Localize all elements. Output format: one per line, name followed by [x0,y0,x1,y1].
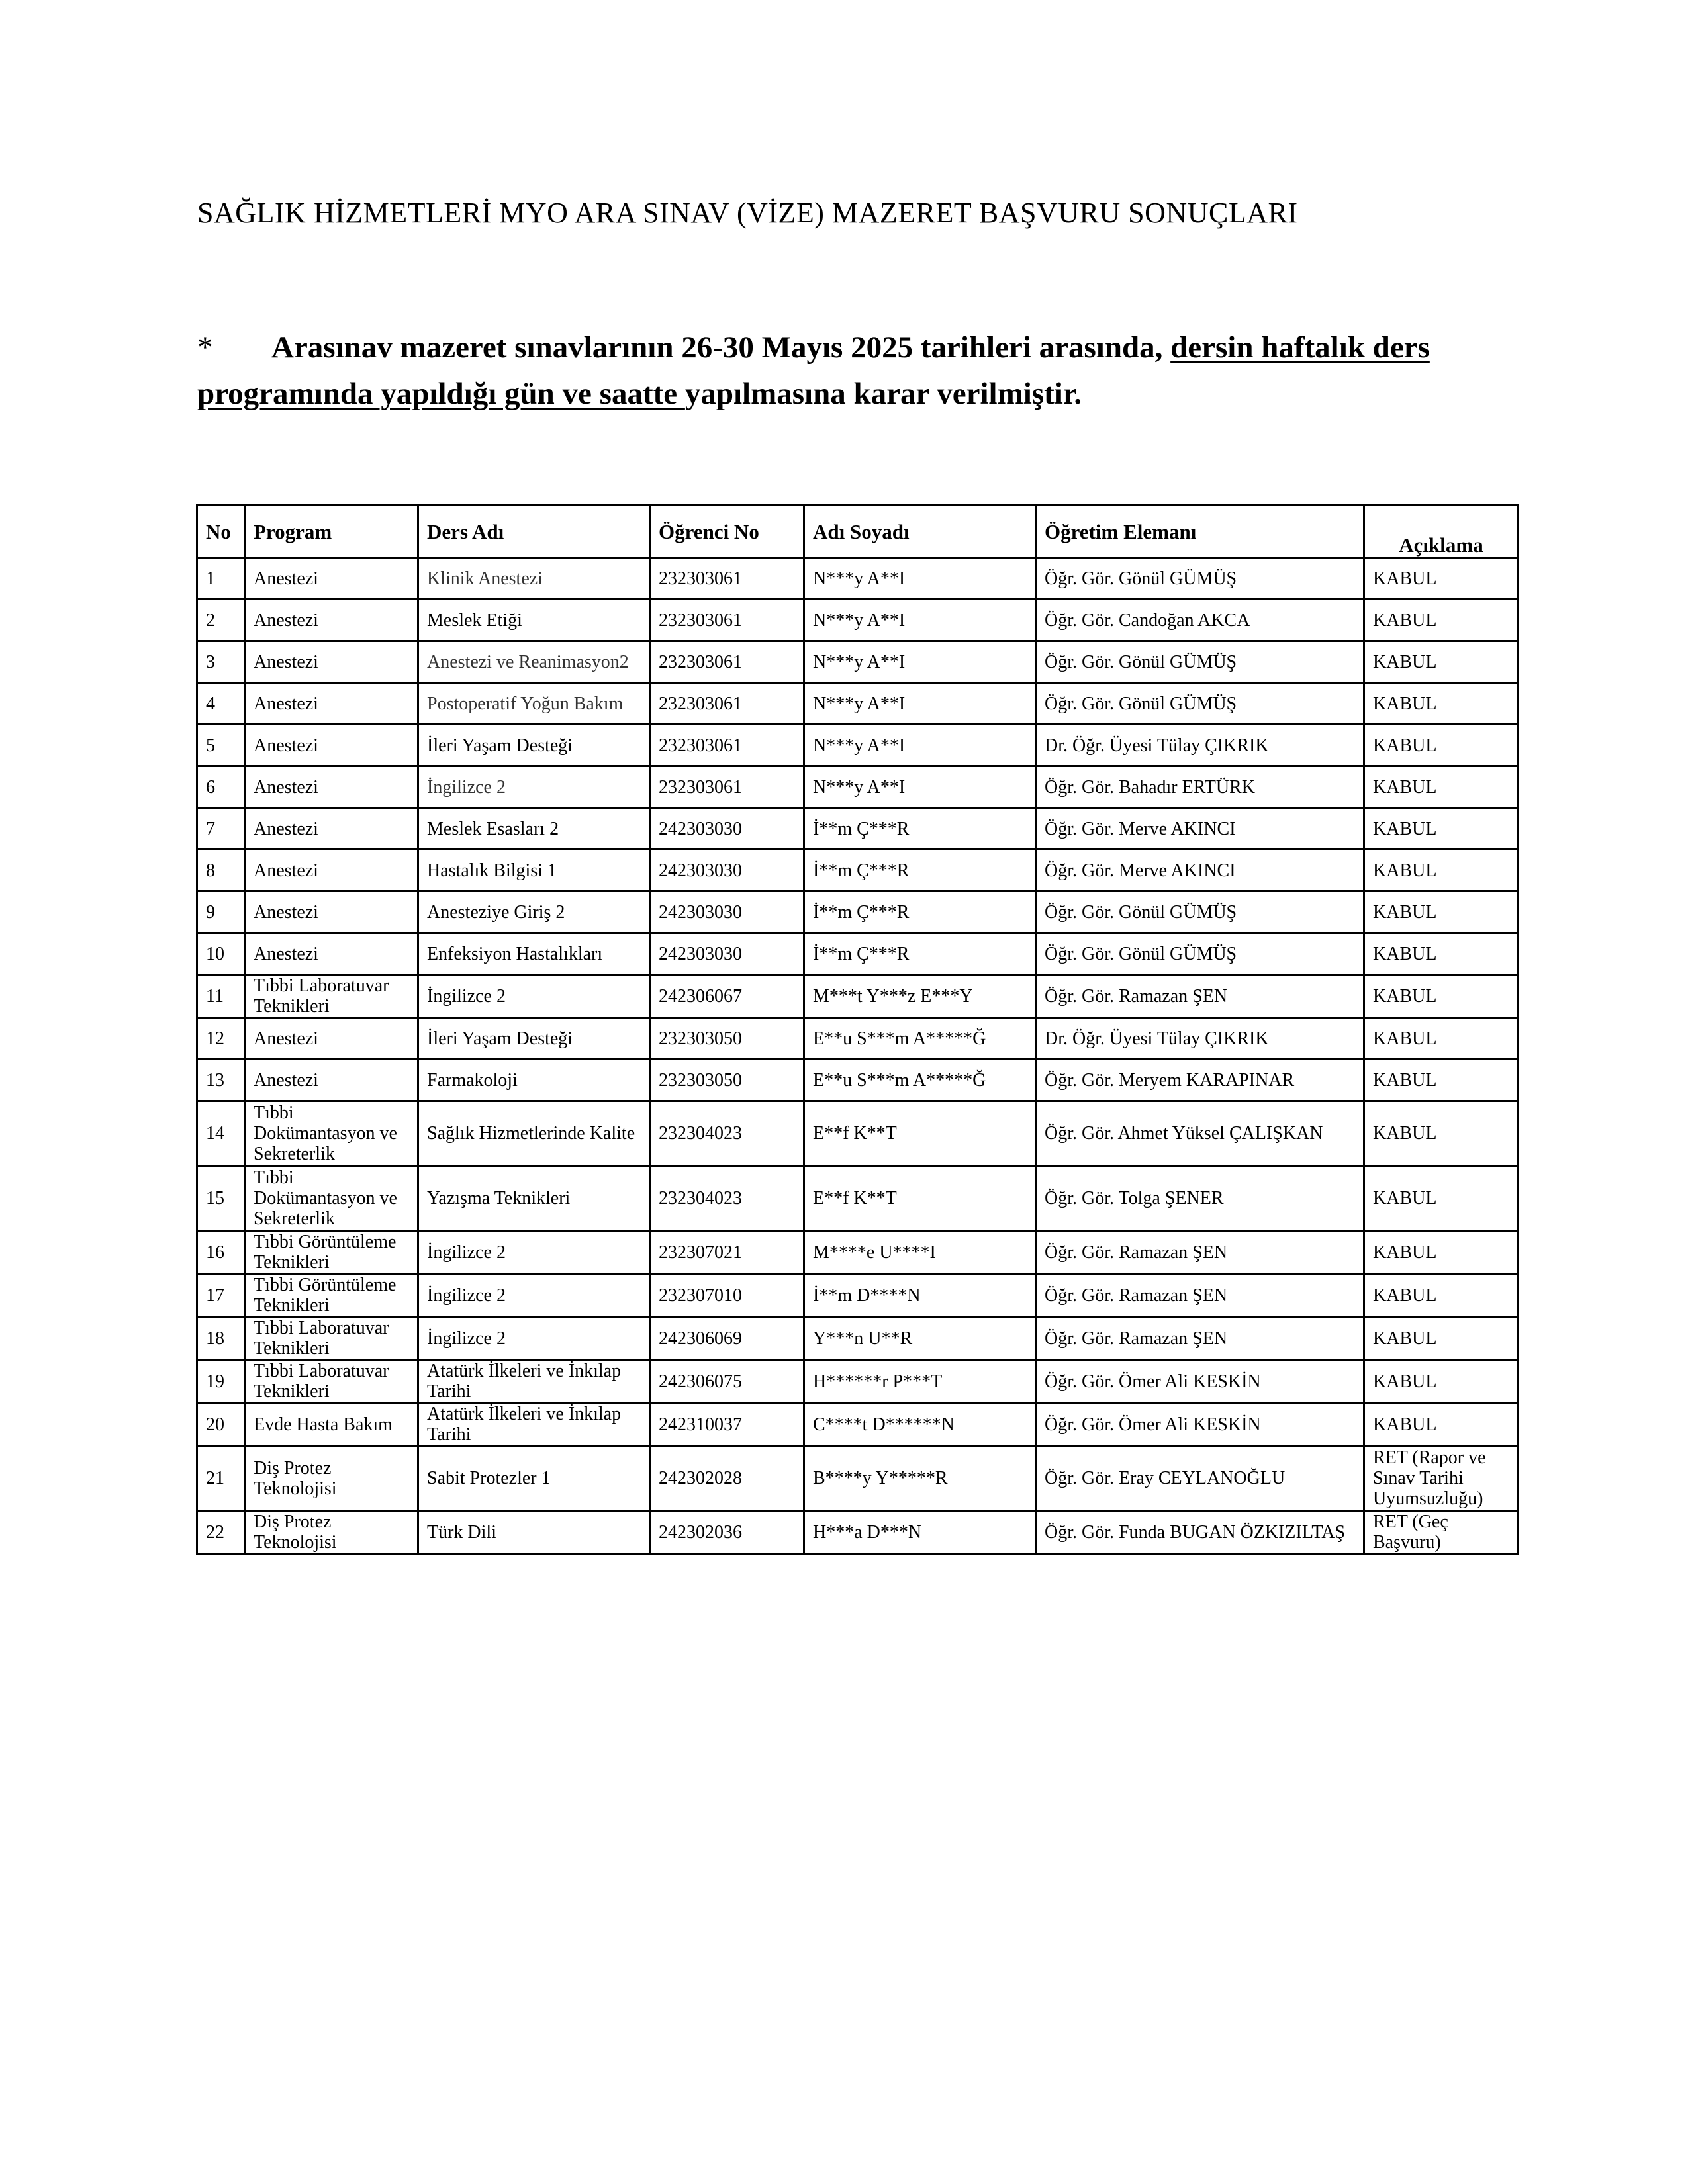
header-ogrenci-no: Öğrenci No [650,506,804,558]
cell-ders-adi: Anesteziye Giriş 2 [418,891,650,933]
cell-aciklama: KABUL [1364,558,1519,600]
table-row [197,1446,1519,1511]
cell-adi-soyadi: N***y A**I [804,641,1036,683]
table-row [197,1231,1519,1274]
cell-ogrenci-no: 232303061 [650,600,804,641]
cell-ogrenci-no: 242303030 [650,850,804,891]
cell-no: 17 [197,1274,245,1317]
cell-adi-soyadi: N***y A**I [804,683,1036,725]
note-text-after: yapılmasına karar verilmiştir. [684,377,1082,411]
table-row [197,1511,1519,1554]
cell-ders-adi: İngilizce 2 [418,766,650,808]
cell-program: Anestezi [245,558,418,600]
cell-aciklama: KABUL [1364,1317,1519,1360]
cell-aciklama: RET (Rapor ve Sınav Tarihi Uyumsuzluğu) [1364,1446,1519,1511]
cell-ogretim-elemani: Öğr. Gör. Meryem KARAPINAR [1036,1060,1364,1101]
header-adi-soyadi: Adı Soyadı [804,506,1036,558]
cell-program: Tıbbi Laboratuvar Teknikleri [245,1360,418,1403]
cell-adi-soyadi: İ**m Ç***R [804,808,1036,850]
cell-no: 21 [197,1446,245,1511]
cell-ogretim-elemani: Dr. Öğr. Üyesi Tülay ÇIKRIK [1036,725,1364,766]
cell-ogretim-elemani: Öğr. Gör. Gönül GÜMÜŞ [1036,891,1364,933]
cell-ders-adi: Enfeksiyon Hastalıkları [418,933,650,975]
page-title: SAĞLIK HİZMETLERİ MYO ARA SINAV (VİZE) MAZERET BAŞVURU SONUÇLARI [197,197,1298,229]
cell-adi-soyadi: H***a D***N [804,1511,1036,1554]
cell-adi-soyadi: N***y A**I [804,766,1036,808]
cell-ogrenci-no: 242303030 [650,933,804,975]
cell-program: Anestezi [245,933,418,975]
cell-program: Anestezi [245,891,418,933]
cell-ogrenci-no: 242302028 [650,1446,804,1511]
table-row [197,850,1519,891]
table-row [197,975,1519,1018]
cell-ogretim-elemani: Öğr. Gör. Ramazan ŞEN [1036,1274,1364,1317]
cell-program: Tıbbi Laboratuvar Teknikleri [245,1317,418,1360]
cell-ogretim-elemani: Öğr. Gör. Ahmet Yüksel ÇALIŞKAN [1036,1101,1364,1166]
cell-program: Tıbbi Dokümantasyon ve Sekreterlik [245,1166,418,1231]
table-row [197,933,1519,975]
cell-ogrenci-no: 232307010 [650,1274,804,1317]
cell-no: 9 [197,891,245,933]
cell-ders-adi: Postoperatif Yoğun Bakım [418,683,650,725]
cell-adi-soyadi: İ**m Ç***R [804,933,1036,975]
cell-ogretim-elemani: Öğr. Gör. Ramazan ŞEN [1036,1231,1364,1274]
cell-no: 15 [197,1166,245,1231]
cell-aciklama: KABUL [1364,600,1519,641]
cell-program: Anestezi [245,725,418,766]
cell-ogrenci-no: 232303061 [650,725,804,766]
cell-ogretim-elemani: Öğr. Gör. Ramazan ŞEN [1036,1317,1364,1360]
cell-aciklama: KABUL [1364,725,1519,766]
cell-program: Tıbbi Dokümantasyon ve Sekreterlik [245,1101,418,1166]
cell-ders-adi: Hastalık Bilgisi 1 [418,850,650,891]
cell-ders-adi: Türk Dili [418,1511,650,1554]
cell-no: 7 [197,808,245,850]
cell-ogrenci-no: 242306075 [650,1360,804,1403]
cell-ogretim-elemani: Öğr. Gör. Ramazan ŞEN [1036,975,1364,1018]
cell-ogrenci-no: 232303050 [650,1060,804,1101]
cell-ders-adi: Klinik Anestezi [418,558,650,600]
cell-aciklama: KABUL [1364,1231,1519,1274]
cell-ders-adi: İleri Yaşam Desteği [418,1018,650,1060]
cell-program: Tıbbi Laboratuvar Teknikleri [245,975,418,1018]
cell-no: 22 [197,1511,245,1554]
cell-aciklama: KABUL [1364,1403,1519,1446]
cell-aciklama: KABUL [1364,766,1519,808]
cell-program: Anestezi [245,766,418,808]
cell-no: 10 [197,933,245,975]
cell-adi-soyadi: B****y Y*****R [804,1446,1036,1511]
cell-ogretim-elemani: Öğr. Gör. Gönül GÜMÜŞ [1036,683,1364,725]
cell-program: Anestezi [245,850,418,891]
cell-ogrenci-no: 232303050 [650,1018,804,1060]
cell-adi-soyadi: E**f K**T [804,1166,1036,1231]
cell-ogrenci-no: 242306067 [650,975,804,1018]
cell-ogretim-elemani: Öğr. Gör. Gönül GÜMÜŞ [1036,558,1364,600]
note-underlined-text: dersin haftalık ders programında yapıldığı gün ve saatte [197,330,1430,411]
table-header-row [197,506,1519,558]
cell-program: Anestezi [245,1018,418,1060]
header-program: Program [245,506,418,558]
cell-aciklama: KABUL [1364,808,1519,850]
cell-no: 5 [197,725,245,766]
table-row [197,1403,1519,1446]
cell-ogrenci-no: 232303061 [650,641,804,683]
cell-no: 3 [197,641,245,683]
cell-no: 14 [197,1101,245,1166]
cell-ders-adi: İngilizce 2 [418,1274,650,1317]
note-text-before: Arasınav mazeret sınavlarının 26-30 Mayıs 2025 tarihleri arasında, [271,330,1171,365]
cell-adi-soyadi: İ**m D****N [804,1274,1036,1317]
cell-adi-soyadi: İ**m Ç***R [804,850,1036,891]
cell-ogretim-elemani: Öğr. Gör. Gönül GÜMÜŞ [1036,641,1364,683]
cell-no: 4 [197,683,245,725]
table-row [197,1317,1519,1360]
table-row [197,808,1519,850]
cell-adi-soyadi: N***y A**I [804,725,1036,766]
cell-aciklama: KABUL [1364,683,1519,725]
header-no: No [197,506,245,558]
cell-aciklama: KABUL [1364,1101,1519,1166]
table-row [197,683,1519,725]
cell-ogretim-elemani: Öğr. Gör. Merve AKINCI [1036,808,1364,850]
table-row [197,766,1519,808]
cell-ogrenci-no: 232303061 [650,766,804,808]
cell-aciklama: KABUL [1364,641,1519,683]
cell-ogrenci-no: 242303030 [650,808,804,850]
cell-adi-soyadi: Y***n U**R [804,1317,1036,1360]
cell-aciklama: RET (Geç Başvuru) [1364,1511,1519,1554]
results-table [196,504,1519,1555]
cell-ogrenci-no: 242303030 [650,891,804,933]
cell-adi-soyadi: E**f K**T [804,1101,1036,1166]
cell-aciklama: KABUL [1364,850,1519,891]
cell-ders-adi: Atatürk İlkeleri ve İnkılap Tarihi [418,1403,650,1446]
cell-program: Tıbbi Görüntüleme Teknikleri [245,1274,418,1317]
cell-adi-soyadi: E**u S***m A*****Ğ [804,1018,1036,1060]
table-row [197,725,1519,766]
cell-adi-soyadi: E**u S***m A*****Ğ [804,1060,1036,1101]
header-aciklama: Açıklama [1364,506,1519,558]
cell-ogretim-elemani: Öğr. Gör. Merve AKINCI [1036,850,1364,891]
cell-aciklama: KABUL [1364,975,1519,1018]
cell-ogretim-elemani: Öğr. Gör. Eray CEYLANOĞLU [1036,1446,1364,1511]
cell-aciklama: KABUL [1364,1060,1519,1101]
cell-no: 12 [197,1018,245,1060]
cell-ders-adi: Atatürk İlkeleri ve İnkılap Tarihi [418,1360,650,1403]
cell-no: 13 [197,1060,245,1101]
cell-no: 2 [197,600,245,641]
cell-aciklama: KABUL [1364,933,1519,975]
cell-ders-adi: İngilizce 2 [418,1317,650,1360]
cell-adi-soyadi: N***y A**I [804,600,1036,641]
table-row [197,558,1519,600]
cell-ders-adi: Farmakoloji [418,1060,650,1101]
cell-ders-adi: İleri Yaşam Desteği [418,725,650,766]
cell-program: Anestezi [245,600,418,641]
cell-no: 18 [197,1317,245,1360]
cell-ogretim-elemani: Dr. Öğr. Üyesi Tülay ÇIKRIK [1036,1018,1364,1060]
table-row [197,891,1519,933]
table-row [197,1060,1519,1101]
cell-program: Tıbbi Görüntüleme Teknikleri [245,1231,418,1274]
table-row [197,1360,1519,1403]
cell-aciklama: KABUL [1364,1018,1519,1060]
cell-ders-adi: Sabit Protezler 1 [418,1446,650,1511]
cell-aciklama: KABUL [1364,1166,1519,1231]
table-row [197,641,1519,683]
cell-program: Diş Protez Teknolojisi [245,1446,418,1511]
table-row [197,1274,1519,1317]
cell-ders-adi: Meslek Esasları 2 [418,808,650,850]
cell-adi-soyadi: N***y A**I [804,558,1036,600]
cell-aciklama: KABUL [1364,891,1519,933]
header-ogretim-elemani: Öğretim Elemanı [1036,506,1364,558]
cell-adi-soyadi: İ**m Ç***R [804,891,1036,933]
cell-ogretim-elemani: Öğr. Gör. Funda BUGAN ÖZKIZILTAŞ [1036,1511,1364,1554]
cell-no: 6 [197,766,245,808]
cell-program: Diş Protez Teknolojisi [245,1511,418,1554]
cell-ders-adi: Meslek Etiği [418,600,650,641]
cell-ders-adi: İngilizce 2 [418,1231,650,1274]
cell-ogretim-elemani: Öğr. Gör. Candoğan AKCA [1036,600,1364,641]
cell-adi-soyadi: M****e U****I [804,1231,1036,1274]
cell-no: 20 [197,1403,245,1446]
cell-ogrenci-no: 242302036 [650,1511,804,1554]
table-row [197,1018,1519,1060]
table-row [197,1166,1519,1231]
cell-adi-soyadi: H******r P***T [804,1360,1036,1403]
cell-ogrenci-no: 232307021 [650,1231,804,1274]
cell-ogrenci-no: 232304023 [650,1166,804,1231]
cell-ogretim-elemani: Öğr. Gör. Gönül GÜMÜŞ [1036,933,1364,975]
table-row [197,600,1519,641]
announcement-note [197,324,1495,417]
asterisk: * [197,330,213,365]
cell-ders-adi: İngilizce 2 [418,975,650,1018]
cell-aciklama: KABUL [1364,1360,1519,1403]
cell-no: 16 [197,1231,245,1274]
cell-no: 19 [197,1360,245,1403]
cell-ogrenci-no: 242306069 [650,1317,804,1360]
header-ders-adi: Ders Adı [418,506,650,558]
cell-no: 1 [197,558,245,600]
cell-program: Anestezi [245,641,418,683]
cell-ogrenci-no: 232304023 [650,1101,804,1166]
cell-adi-soyadi: C****t D******N [804,1403,1036,1446]
cell-no: 8 [197,850,245,891]
table-row [197,1101,1519,1166]
cell-ogretim-elemani: Öğr. Gör. Tolga ŞENER [1036,1166,1364,1231]
cell-ogretim-elemani: Öğr. Gör. Ömer Ali KESKİN [1036,1360,1364,1403]
cell-program: Anestezi [245,808,418,850]
cell-ders-adi: Sağlık Hizmetlerinde Kalite [418,1101,650,1166]
cell-ogretim-elemani: Öğr. Gör. Ömer Ali KESKİN [1036,1403,1364,1446]
cell-program: Evde Hasta Bakım [245,1403,418,1446]
cell-adi-soyadi: M***t Y***z E***Y [804,975,1036,1018]
cell-program: Anestezi [245,1060,418,1101]
cell-program: Anestezi [245,683,418,725]
cell-ogretim-elemani: Öğr. Gör. Bahadır ERTÜRK [1036,766,1364,808]
cell-ders-adi: Yazışma Teknikleri [418,1166,650,1231]
cell-ogrenci-no: 242310037 [650,1403,804,1446]
cell-ogrenci-no: 232303061 [650,558,804,600]
cell-aciklama: KABUL [1364,1274,1519,1317]
cell-no: 11 [197,975,245,1018]
cell-ogrenci-no: 232303061 [650,683,804,725]
cell-ders-adi: Anestezi ve Reanimasyon2 [418,641,650,683]
